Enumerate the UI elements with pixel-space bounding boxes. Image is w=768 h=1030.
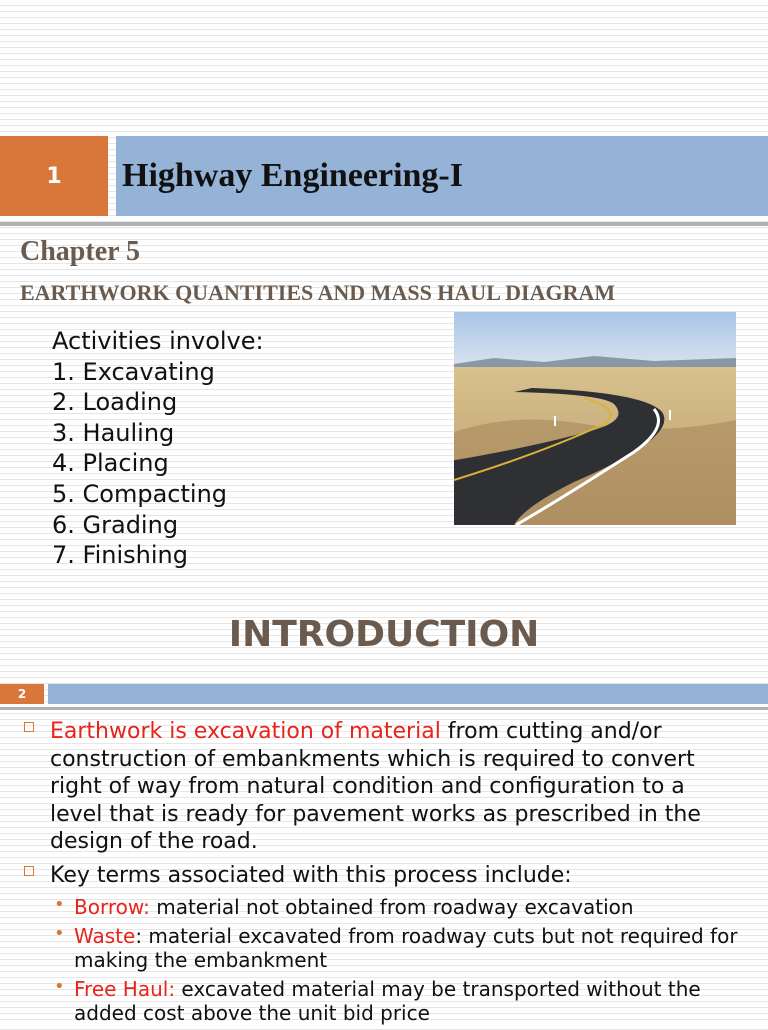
activities-list — [52, 326, 264, 571]
slide-title: Highway Engineering-I — [122, 157, 463, 194]
term-definition: excavated material may be transported without the added cost above the unit bid price — [74, 977, 701, 1025]
activity-item: 4. Placing — [52, 449, 169, 478]
term-label: Waste — [74, 924, 136, 948]
title-bar — [116, 136, 768, 216]
chapter-label: Chapter 5 — [20, 236, 141, 267]
bullet-text: Key terms associated with this process include: — [50, 862, 572, 888]
term-label: Free Haul: — [74, 977, 176, 1001]
chapter-subtitle: EARTHWORK QUANTITIES AND MASS HAUL DIAGRAM — [20, 280, 616, 305]
sub-bullet-item — [24, 977, 744, 1025]
square-bullet-icon — [24, 866, 34, 876]
dot-bullet-icon: • — [54, 976, 65, 997]
bullet-item — [24, 862, 744, 890]
activity-item: 1. Excavating — [52, 357, 215, 386]
activity-item: 5. Compacting — [52, 479, 228, 508]
slide-number: 1 — [46, 163, 62, 189]
slide-number: 2 — [17, 687, 27, 701]
bullet-list — [24, 718, 744, 1030]
bullet-item — [24, 718, 744, 856]
highlighted-text: Earthwork is excavation of material — [50, 719, 441, 744]
term-label: Borrow: — [74, 895, 150, 919]
title-divider — [0, 222, 768, 226]
activity-item: 7. Finishing — [52, 541, 188, 570]
title-bar — [48, 684, 768, 704]
section-heading: INTRODUCTION — [228, 614, 540, 655]
road-photo — [454, 312, 736, 525]
dot-bullet-icon: • — [54, 923, 65, 944]
slide-number-badge — [0, 684, 44, 704]
activities-heading: Activities involve: — [52, 327, 264, 355]
square-bullet-icon — [24, 722, 34, 732]
term-definition: material not obtained from roadway excavation — [149, 895, 634, 919]
title-divider — [0, 707, 768, 710]
slide-number-badge — [0, 136, 108, 216]
sub-bullet-item — [24, 895, 744, 919]
bullet-text: from cutting and/or construction of embankments which is required to convert right of way from natural condition and configuration to a level that is ready for pavement works as prescribed in the design of the road. — [50, 719, 701, 854]
activity-item: 3. Hauling — [52, 418, 175, 447]
activity-item: 6. Grading — [52, 510, 179, 539]
term-definition: : material excavated from roadway cuts but not required for making the embankment — [74, 924, 738, 972]
dot-bullet-icon: • — [54, 894, 65, 915]
activity-item: 2. Loading — [52, 388, 178, 417]
sub-bullet-item — [24, 924, 744, 972]
